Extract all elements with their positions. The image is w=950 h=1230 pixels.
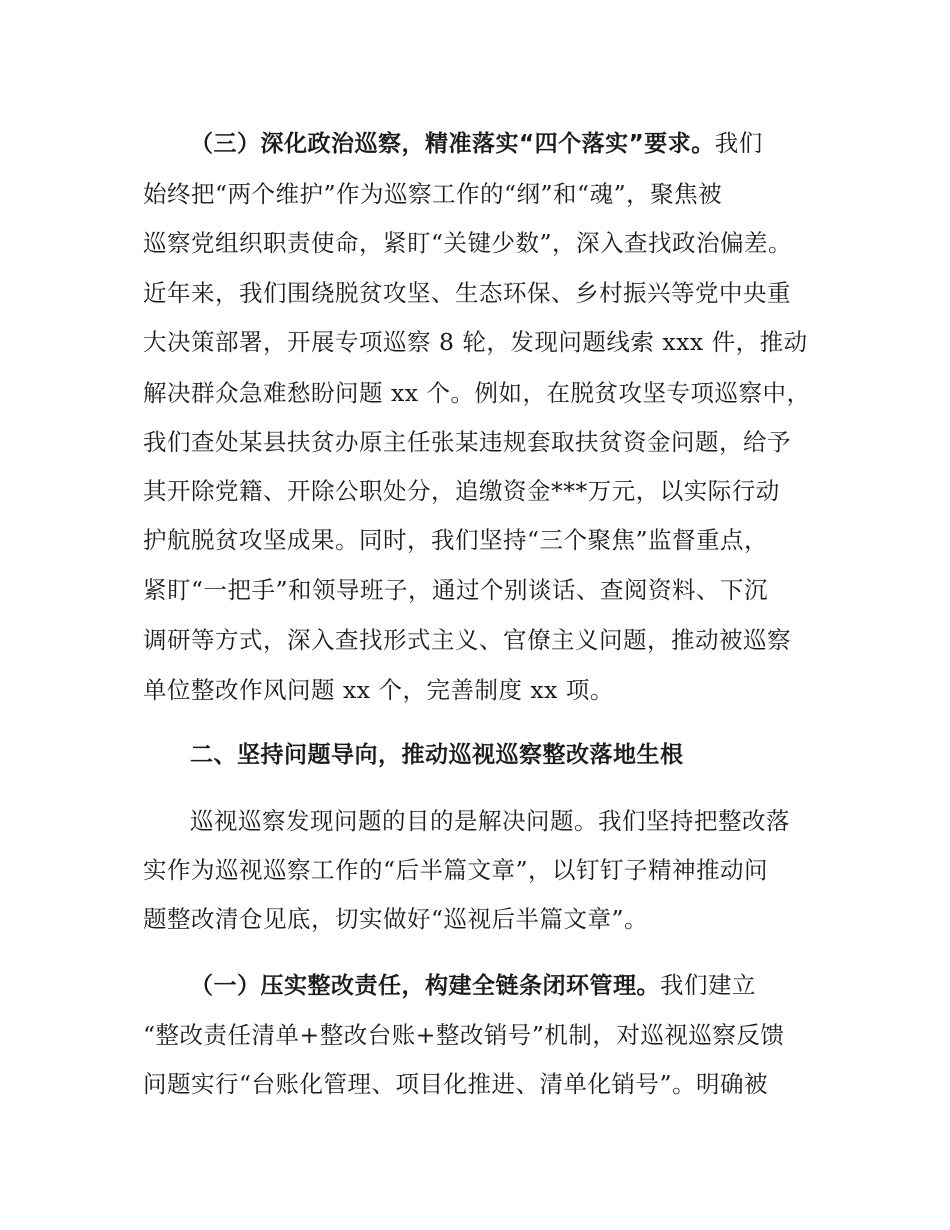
paragraph-line: 紧盯“一把手”和领导班子，通过个别谈话、查阅资料、下沉 [143, 576, 769, 604]
paragraph-text: 我们建立 [660, 971, 756, 999]
paragraph-line: 我们查处某县扶贫办原主任张某违规套取扶贫资金问题，给予 [143, 428, 791, 456]
paragraph-line: 巡视巡察发现问题的目的是解决问题。我们坚持把整改落 [190, 807, 790, 835]
section-heading-1: （一）压实整改责任，构建全链条闭环管理。 [190, 973, 660, 999]
section-heading-3: （三）深化政治巡察，精准落实“四个落实”要求。 [190, 131, 715, 157]
paragraph-line: 解决群众急难愁盼问题 xx 个。例如，在脱贫攻坚专项巡察中， [143, 379, 811, 407]
paragraph-line: 问题实行“台账化管理、项目化推进、清单化销号”。明确被 [143, 1070, 769, 1098]
paragraph-text: 我们 [714, 129, 763, 157]
paragraph-line [190, 965, 756, 1005]
paragraph-line: 大决策部署，开展专项巡察 8 轮，发现问题线索 xxx 件，推动 [143, 328, 808, 356]
paragraph-line: 始终把“两个维护”作为巡察工作的“纲”和“魂”，聚焦被 [143, 180, 723, 208]
paragraph-line: 实作为巡视巡察工作的“后半篇文章”，以钉钉子精神推动问 [143, 856, 769, 884]
paragraph-line: 调研等方式，深入查找形式主义、官僚主义问题，推动被巡察 [143, 626, 791, 654]
paragraph-line: 巡察党组织职责使命，紧盯“关键少数”，深入查找政治偏差。 [143, 229, 793, 257]
paragraph-line: 护航脱贫攻坚成果。同时，我们坚持“三个聚焦”监督重点， [143, 526, 769, 554]
paragraph-line [190, 123, 763, 163]
paragraph-line: 其开除党籍、开除公职处分，追缴资金***万元，以实际行动 [143, 477, 780, 505]
paragraph-line: “整改责任清单+整改台账+整改销号”机制，对巡视巡察反馈 [143, 1021, 785, 1049]
section-title-2: 二、坚持问题导向，推动巡视巡察整改落地生根 [190, 742, 684, 768]
paragraph-line: 题整改清仓见底，切实做好“巡视后半篇文章”。 [143, 905, 649, 933]
paragraph-line: 近年来，我们围绕脱贫攻坚、生态环保、乡村振兴等党中央重 [143, 279, 791, 307]
paragraph-line: 单位整改作风问题 xx 个，完善制度 xx 项。 [143, 676, 614, 704]
